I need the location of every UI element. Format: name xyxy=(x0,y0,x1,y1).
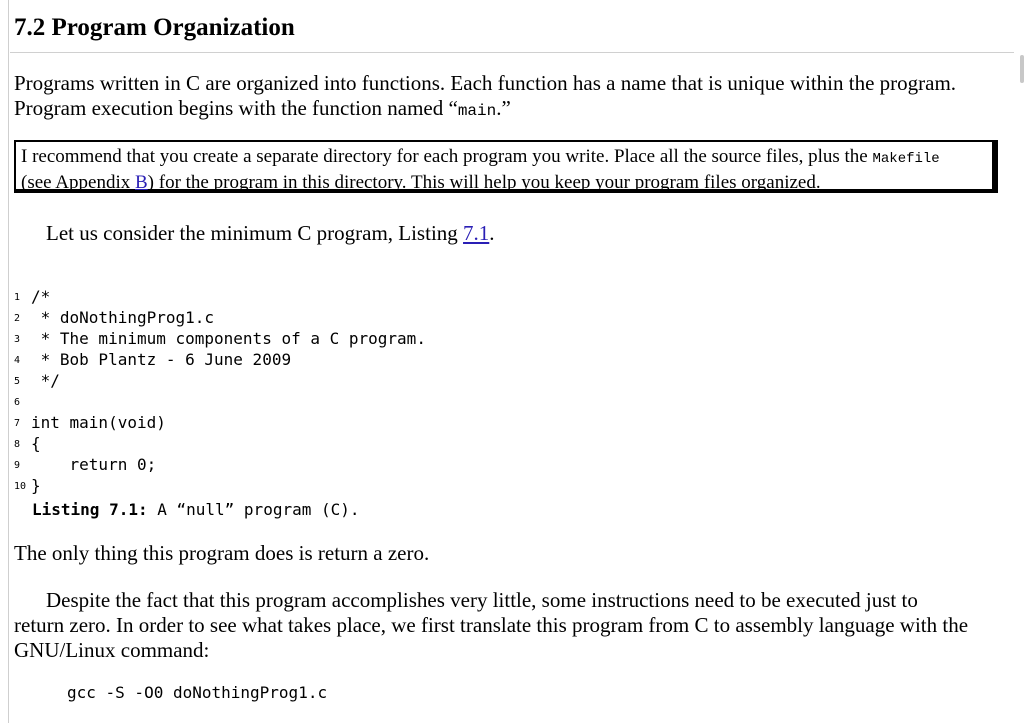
heading-divider xyxy=(10,52,1014,53)
note-part-1: I recommend that you create a separate directory for each program you write. Place all the source files, plus the xyxy=(21,146,873,167)
only-thing-paragraph: The only thing this program does is return a zero. xyxy=(14,541,430,565)
listing-7-1-link[interactable]: 7.1 xyxy=(463,221,490,245)
code-line xyxy=(14,413,614,434)
intro-line-2 xyxy=(14,96,956,124)
code-line xyxy=(14,308,614,329)
code-line xyxy=(14,434,614,455)
code-text: * The minimum components of a C program. xyxy=(31,329,426,348)
makefile-code: Makefile xyxy=(872,151,940,167)
intro-paragraph xyxy=(14,71,956,124)
intro-line-1: Programs written in C are organized into functions. Each function has a name that is unique within the program. xyxy=(14,71,957,95)
code-line xyxy=(14,455,614,476)
recommendation-box xyxy=(14,140,998,193)
line-number: 7 xyxy=(14,418,21,429)
note-part-2: (see Appendix xyxy=(21,172,135,193)
code-text: */ xyxy=(31,371,60,390)
line-number: 2 xyxy=(14,313,21,324)
note-part-3: ) for the program in this directory. This will help you keep your program files organized. xyxy=(147,172,821,193)
code-text: /* xyxy=(31,287,51,306)
code-text: * doNothingProg1.c xyxy=(31,308,215,327)
line-number: 10 xyxy=(14,481,27,492)
note-line-1 xyxy=(21,145,996,171)
gcc-command: gcc -S -O0 doNothingProg1.c xyxy=(67,683,328,702)
lead-paragraph xyxy=(46,221,495,246)
lead-text: Let us consider the minimum C program, Listing xyxy=(46,221,464,245)
despite-line-3: GNU/Linux command: xyxy=(14,638,210,662)
line-number: 9 xyxy=(14,460,21,471)
line-number: 4 xyxy=(14,355,21,366)
code-text: { xyxy=(31,434,41,453)
line-number: 8 xyxy=(14,439,21,450)
code-text: return 0; xyxy=(31,455,157,474)
note-line-2 xyxy=(21,171,996,195)
despite-line-2: return zero. In order to see what takes place, we first translate this program from C to assembly language with the xyxy=(14,613,969,637)
code-line xyxy=(14,392,614,413)
lead-tail: . xyxy=(489,221,495,245)
caption-label: Listing 7.1: xyxy=(32,500,148,519)
line-number: 3 xyxy=(14,334,21,345)
line-number: 5 xyxy=(14,376,21,387)
line-number: 1 xyxy=(14,292,21,303)
intro-text-before: Program execution begins with the function named “ xyxy=(14,96,458,120)
main-code: main xyxy=(457,102,497,120)
despite-paragraph xyxy=(14,588,1009,663)
section-heading: 7.2 Program Organization xyxy=(14,14,295,41)
caption-text: A “null” program (C). xyxy=(147,500,360,519)
code-line xyxy=(14,371,614,392)
scrollbar-thumb[interactable] xyxy=(1020,55,1024,83)
code-line xyxy=(14,476,614,497)
code-line xyxy=(14,287,614,308)
intro-text-after: .” xyxy=(496,96,511,120)
code-line xyxy=(14,329,614,350)
appendix-b-link[interactable]: B xyxy=(134,172,148,193)
code-text: int main(void) xyxy=(31,413,166,432)
code-text: } xyxy=(31,476,41,495)
despite-line-1: Despite the fact that this program accomplishes very little, some instructions need to be executed just to xyxy=(46,588,918,612)
code-text: * Bob Plantz - 6 June 2009 xyxy=(31,350,292,369)
listing-caption xyxy=(32,500,360,519)
line-number: 6 xyxy=(14,397,21,408)
recommendation-text xyxy=(21,145,996,195)
code-line xyxy=(14,350,614,371)
